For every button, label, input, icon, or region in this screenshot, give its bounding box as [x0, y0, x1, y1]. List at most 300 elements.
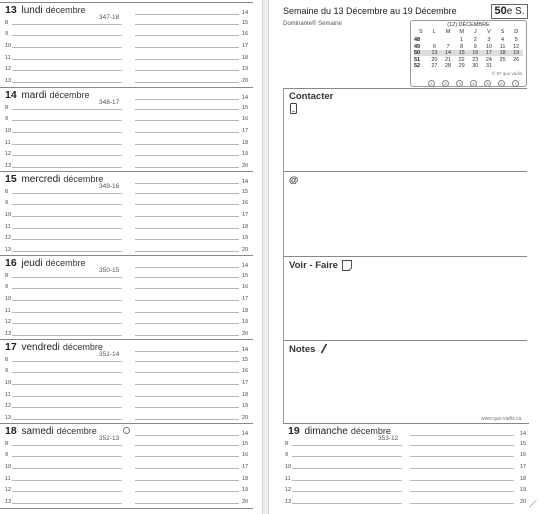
time-slot-line[interactable]	[135, 335, 239, 336]
time-slot-line[interactable]	[12, 396, 122, 397]
hour-label: 13	[285, 499, 292, 505]
day-count: 347-18	[99, 14, 120, 21]
time-slot-line[interactable]	[135, 480, 239, 481]
date-cell[interactable]	[509, 63, 523, 69]
time-slot-line[interactable]	[12, 312, 122, 313]
time-slot-line[interactable]	[410, 480, 514, 481]
time-slot-line[interactable]	[12, 384, 122, 385]
time-slot-line[interactable]	[12, 468, 122, 469]
time-slot-line[interactable]	[135, 193, 239, 194]
time-slot-line[interactable]	[135, 384, 239, 385]
date-cell[interactable]: 3	[487, 37, 491, 43]
time-slot-line[interactable]	[135, 288, 239, 289]
left-page	[0, 0, 262, 514]
date-cell[interactable]	[428, 37, 442, 43]
mini-calendar	[410, 20, 527, 87]
time-slot-line[interactable]	[292, 445, 402, 446]
time-slot-line[interactable]	[292, 491, 402, 492]
time-slot-line[interactable]	[410, 456, 514, 457]
date-cell[interactable]: 24	[485, 56, 492, 63]
time-slot-line[interactable]	[410, 468, 514, 469]
time-slot-line[interactable]	[12, 216, 122, 217]
hour-label: 14	[242, 10, 249, 16]
time-slot-line[interactable]	[12, 35, 122, 36]
day-name: dimanche	[304, 426, 348, 437]
hour-label: 16	[242, 31, 249, 37]
time-slot-line[interactable]	[135, 323, 239, 324]
time-slot-line[interactable]	[12, 24, 122, 25]
hour-label: 14	[242, 95, 249, 101]
time-slot-line[interactable]	[135, 120, 239, 121]
hour-label: 12	[5, 235, 12, 241]
sections-left-border	[283, 88, 284, 424]
hour-label: 14	[242, 347, 249, 353]
week-number: 50	[494, 5, 507, 17]
hour-label: 15	[242, 273, 249, 279]
day-top-rule	[0, 423, 253, 424]
time-slot-line[interactable]	[135, 204, 239, 205]
time-slot-line[interactable]	[12, 419, 122, 420]
hour-label: 18	[242, 392, 249, 398]
hour-label: 10	[285, 464, 292, 470]
hour-label: 14	[242, 179, 249, 185]
date-cell[interactable]: 13	[431, 50, 438, 56]
time-slot-line[interactable]	[135, 491, 239, 492]
hour-label: 16	[242, 452, 249, 458]
time-slot-line[interactable]	[135, 396, 239, 397]
hour-label: 15	[242, 357, 249, 363]
day-top-rule	[0, 255, 253, 256]
hour-label: 11	[5, 55, 11, 61]
time-slot-line[interactable]	[410, 503, 514, 504]
hour-label: 8	[5, 189, 9, 195]
day-number: 17	[5, 341, 17, 353]
weekday-label: S	[500, 29, 505, 35]
hour-label: 10	[5, 212, 12, 218]
day-top-rule	[283, 423, 529, 424]
day-number: 19	[288, 425, 300, 437]
time-slot-line[interactable]	[135, 70, 239, 71]
moon-phase-circle: 6	[498, 80, 505, 87]
date-cell[interactable]: 18	[499, 50, 506, 56]
dominante-label: Dominante® Semaine	[283, 21, 342, 27]
time-slot-line[interactable]	[12, 372, 122, 373]
time-slot-line[interactable]	[135, 419, 239, 420]
hour-label: 10	[5, 128, 12, 134]
time-slot-line[interactable]	[12, 288, 122, 289]
time-slot-line[interactable]	[135, 361, 239, 362]
time-slot-line[interactable]	[12, 120, 122, 121]
day-block-vendredi	[0, 339, 253, 423]
time-slot-line[interactable]	[135, 216, 239, 217]
hour-label: 20	[520, 499, 527, 505]
notes-section	[283, 340, 527, 424]
time-slot-line[interactable]	[135, 24, 239, 25]
date-cell[interactable]: 30	[472, 63, 479, 69]
time-slot-line[interactable]	[12, 361, 122, 362]
date-cell[interactable]: 5	[514, 37, 518, 43]
hour-label: 15	[520, 441, 527, 447]
hour-label: 12	[285, 487, 292, 493]
hour-label: 11	[5, 392, 11, 398]
email-label: @	[289, 175, 299, 186]
hour-label: 19	[242, 66, 249, 72]
notes-label: Notes	[289, 344, 316, 355]
hour-label: 8	[285, 441, 289, 447]
time-slot-line[interactable]	[135, 435, 239, 436]
time-slot-line[interactable]	[135, 144, 239, 145]
hour-label: 9	[5, 368, 9, 374]
hour-label: 13	[5, 499, 12, 505]
time-slot-line[interactable]	[135, 82, 239, 83]
moon-phase-circle: 5	[484, 80, 491, 87]
date-cell[interactable]: 19	[513, 50, 520, 56]
time-slot-line[interactable]	[135, 456, 239, 457]
month-name: décembre	[62, 342, 103, 352]
date-cell[interactable]: 9	[473, 43, 477, 50]
time-slot-line[interactable]	[135, 167, 239, 168]
time-slot-line[interactable]	[135, 251, 239, 252]
time-slot-line[interactable]	[12, 82, 122, 83]
day-count: 351-14	[99, 351, 120, 358]
date-cell[interactable]: 8	[460, 43, 464, 50]
day-count: 349-16	[99, 183, 120, 190]
day-name: jeudi	[21, 258, 43, 269]
day-name: samedi	[21, 426, 54, 437]
day-header	[5, 173, 103, 186]
hour-label: 18	[242, 140, 249, 146]
date-cell[interactable]: 23	[472, 56, 479, 63]
day-header	[5, 257, 86, 270]
time-slot-line[interactable]	[135, 445, 239, 446]
weekday-label: J	[473, 29, 477, 35]
time-slot-line[interactable]	[12, 445, 122, 446]
hour-label: 12	[5, 66, 12, 72]
time-slot-line[interactable]	[12, 167, 122, 168]
time-slot-line[interactable]	[135, 14, 239, 15]
date-cell[interactable]: 27	[431, 63, 438, 69]
day-number: 13	[5, 4, 17, 16]
time-slot-line[interactable]	[135, 267, 239, 268]
date-cell[interactable]: 12	[513, 43, 520, 50]
hour-label: 13	[5, 78, 12, 84]
time-slot-line[interactable]	[135, 351, 239, 352]
hour-label: 11	[5, 476, 11, 482]
time-slot-line[interactable]	[12, 491, 122, 492]
time-slot-line[interactable]	[135, 372, 239, 373]
hour-label: 20	[242, 78, 249, 84]
day-header	[5, 89, 90, 102]
time-slot-line[interactable]	[135, 407, 239, 408]
day-block-samedi	[0, 423, 253, 507]
time-slot-line[interactable]	[12, 503, 122, 504]
hour-label: 17	[242, 464, 249, 470]
time-slot-line[interactable]	[135, 109, 239, 110]
date-cell[interactable]: 31	[485, 63, 492, 69]
hour-label: 9	[285, 452, 289, 458]
hour-label: 8	[5, 357, 9, 363]
date-cell[interactable]: 4	[501, 37, 505, 43]
hour-label: 16	[242, 200, 249, 206]
hour-label: 14	[242, 431, 249, 437]
mini-calendar-footer: © 97 quo vadis	[491, 71, 522, 76]
weekday-label: V	[487, 29, 491, 35]
mini-calendar-week-row	[414, 57, 523, 63]
day-count: 350-15	[99, 267, 120, 274]
date-cell[interactable]: 15	[458, 50, 465, 56]
day-top-rule	[0, 2, 253, 3]
date-cell[interactable]: 16	[472, 50, 479, 56]
hour-label: 13	[5, 247, 12, 253]
hour-label: 17	[242, 380, 249, 386]
date-cell[interactable]: 25	[499, 56, 506, 63]
hour-label: 20	[242, 499, 249, 505]
week-number-cell: 52	[414, 63, 421, 69]
time-slot-line[interactable]	[12, 70, 122, 71]
hour-label: 10	[5, 464, 12, 470]
time-slot-line[interactable]	[135, 468, 239, 469]
hour-label: 18	[242, 476, 249, 482]
day-name: vendredi	[21, 342, 60, 353]
date-cell[interactable]: 22	[458, 56, 465, 63]
moon-phase-circle: 4	[470, 80, 477, 87]
weekday-label: M	[459, 29, 464, 35]
time-slot-line[interactable]	[12, 47, 122, 48]
time-slot-line[interactable]	[12, 109, 122, 110]
time-slot-line[interactable]	[135, 239, 239, 240]
week-suffix: e S.	[506, 6, 525, 17]
time-slot-line[interactable]	[292, 503, 402, 504]
moon-phase-circle: 7	[512, 80, 519, 87]
date-cell[interactable]: 7	[446, 43, 450, 50]
hour-label: 19	[242, 319, 249, 325]
time-slot-line[interactable]	[12, 480, 122, 481]
hour-label: 20	[242, 415, 249, 421]
date-cell[interactable]: 21	[445, 56, 452, 63]
mini-calendar-title: (12) DÉCEMBRE	[447, 22, 490, 28]
hour-label: 17	[242, 212, 249, 218]
time-slot-line[interactable]	[135, 132, 239, 133]
hour-label: 8	[5, 273, 9, 279]
hour-label: 16	[242, 368, 249, 374]
hour-label: 20	[242, 331, 249, 337]
time-slot-line[interactable]	[135, 47, 239, 48]
time-slot-line[interactable]	[292, 456, 402, 457]
date-cell[interactable]: 1	[460, 37, 464, 43]
hour-label: 16	[242, 284, 249, 290]
hour-label: 12	[5, 487, 12, 493]
time-slot-line[interactable]	[12, 335, 122, 336]
time-slot-line[interactable]	[12, 144, 122, 145]
weekday-label: L	[432, 29, 436, 35]
day-number: 18	[5, 425, 17, 437]
day-block-jeudi	[0, 255, 253, 339]
moon-phase-circle: 2	[442, 80, 449, 87]
day-header	[5, 4, 86, 17]
hour-label: 13	[5, 331, 12, 337]
hour-label: 18	[242, 308, 249, 314]
hour-label: 15	[242, 20, 249, 26]
time-slot-line[interactable]	[292, 480, 402, 481]
time-slot-line[interactable]	[12, 407, 122, 408]
day-name: mercredi	[21, 174, 61, 185]
hour-label: 17	[520, 464, 527, 470]
hour-label: 17	[242, 43, 249, 49]
hour-label: 10	[5, 296, 12, 302]
time-slot-line[interactable]	[292, 468, 402, 469]
date-cell[interactable]: 10	[485, 43, 492, 50]
hour-label: 12	[5, 151, 12, 157]
date-cell[interactable]	[496, 63, 510, 69]
hour-label: 9	[5, 452, 9, 458]
time-slot-line[interactable]	[135, 35, 239, 36]
time-slot-line[interactable]	[12, 323, 122, 324]
hour-label: 15	[242, 105, 249, 111]
weekday-label: D	[514, 29, 519, 35]
date-cell[interactable]: 17	[485, 50, 492, 56]
hour-label: 16	[520, 452, 527, 458]
month-name: décembre	[63, 174, 104, 184]
page-bottom-rule	[0, 508, 253, 509]
mini-calendar-week-row	[414, 50, 523, 56]
time-slot-line[interactable]	[135, 155, 239, 156]
moon-phase-circle: 3	[456, 80, 463, 87]
hour-label: 11	[5, 224, 11, 230]
day-name: mardi	[21, 90, 47, 101]
day-count: 352-13	[99, 435, 120, 442]
hour-label: 19	[242, 235, 249, 241]
time-slot-line[interactable]	[12, 239, 122, 240]
hour-label: 15	[242, 189, 249, 195]
hour-label: 13	[5, 415, 12, 421]
date-cell[interactable]	[441, 37, 455, 43]
time-slot-line[interactable]	[135, 312, 239, 313]
hour-label: 20	[242, 163, 249, 169]
week-number-cell: 48	[414, 37, 421, 43]
time-slot-line[interactable]	[135, 503, 239, 504]
hour-label: 12	[5, 403, 12, 409]
time-slot-line[interactable]	[135, 300, 239, 301]
date-cell[interactable]: 11	[499, 43, 506, 50]
day-block-mercredi	[0, 171, 253, 255]
hour-label: 11	[5, 308, 11, 314]
day-number: 14	[5, 89, 17, 101]
hour-label: 9	[5, 284, 9, 290]
hour-label: 10	[5, 43, 12, 49]
hour-label: 9	[5, 116, 9, 122]
contacter-label: Contacter	[289, 91, 334, 102]
hour-label: 20	[242, 247, 249, 253]
voir-faire-label: Voir - Faire	[289, 260, 338, 271]
weekday-label: S	[418, 29, 423, 35]
day-top-rule	[0, 171, 253, 172]
time-slot-line[interactable]	[12, 456, 122, 457]
week-number-cell: 50	[414, 50, 421, 56]
date-cell[interactable]: 14	[445, 50, 452, 56]
time-slot-line[interactable]	[12, 132, 122, 133]
month-name: décembre	[45, 5, 86, 15]
hour-label: 17	[242, 128, 249, 134]
time-slot-line[interactable]	[135, 99, 239, 100]
month-name: décembre	[350, 426, 391, 436]
time-slot-line[interactable]	[12, 193, 122, 194]
hour-label: 14	[242, 263, 249, 269]
day-block-dimanche	[283, 423, 529, 507]
hour-label: 19	[520, 487, 527, 493]
time-slot-line[interactable]	[12, 277, 122, 278]
time-slot-line[interactable]	[12, 155, 122, 156]
mini-calendar-week-row	[414, 37, 523, 43]
hour-label: 11	[5, 140, 11, 146]
week-number-cell: 49	[414, 43, 421, 50]
hour-label: 10	[5, 380, 12, 386]
time-slot-line[interactable]	[12, 204, 122, 205]
hour-label: 11	[285, 476, 291, 482]
date-cell[interactable]: 26	[513, 56, 520, 63]
day-top-rule	[0, 87, 253, 88]
day-header	[5, 341, 103, 354]
week-title: Semaine du 13 Décembre au 19 Décembre	[283, 6, 457, 16]
hour-label: 8	[5, 441, 9, 447]
hour-label: 16	[242, 116, 249, 122]
time-slot-line[interactable]	[135, 59, 239, 60]
day-header	[5, 425, 97, 438]
phone-icon	[290, 103, 297, 114]
hour-label: 9	[5, 31, 9, 37]
hour-label: 12	[5, 319, 12, 325]
date-cell[interactable]: 6	[432, 43, 436, 50]
month-name: décembre	[49, 90, 90, 100]
date-cell[interactable]: 20	[431, 56, 438, 63]
hour-label: 15	[242, 441, 249, 447]
mini-calendar-weekdays	[414, 29, 523, 35]
day-header	[288, 425, 391, 438]
hour-label: 14	[520, 431, 527, 437]
time-slot-line[interactable]	[12, 251, 122, 252]
hour-label: 19	[242, 151, 249, 157]
time-slot-line[interactable]	[12, 59, 122, 60]
weekday-label: M	[445, 29, 451, 35]
date-cell[interactable]: 28	[445, 63, 452, 69]
hour-label: 19	[242, 487, 249, 493]
hour-label: 13	[5, 163, 12, 169]
moon-phase-icon	[123, 427, 130, 434]
mini-calendar-week-row	[414, 44, 523, 50]
time-slot-line[interactable]	[135, 277, 239, 278]
time-slot-line[interactable]	[410, 445, 514, 446]
time-slot-line[interactable]	[135, 183, 239, 184]
date-cell[interactable]: 2	[473, 37, 477, 43]
time-slot-line[interactable]	[410, 491, 514, 492]
day-name: lundi	[21, 5, 43, 16]
moon-phase-circle: 1	[428, 80, 435, 87]
date-cell[interactable]: 29	[458, 63, 465, 69]
time-slot-line[interactable]	[135, 228, 239, 229]
time-slot-line[interactable]	[12, 228, 122, 229]
email-section	[283, 171, 527, 256]
day-block-lundi	[0, 2, 253, 86]
week-number-cell: 51	[414, 56, 421, 63]
checkbox-icon	[342, 260, 352, 271]
time-slot-line[interactable]	[12, 300, 122, 301]
month-name: décembre	[45, 258, 86, 268]
day-number: 15	[5, 173, 17, 185]
hour-label: 9	[5, 200, 9, 206]
hour-label: 18	[520, 476, 527, 482]
hour-label: 17	[242, 296, 249, 302]
time-slot-line[interactable]	[410, 435, 514, 436]
day-top-rule	[0, 339, 253, 340]
